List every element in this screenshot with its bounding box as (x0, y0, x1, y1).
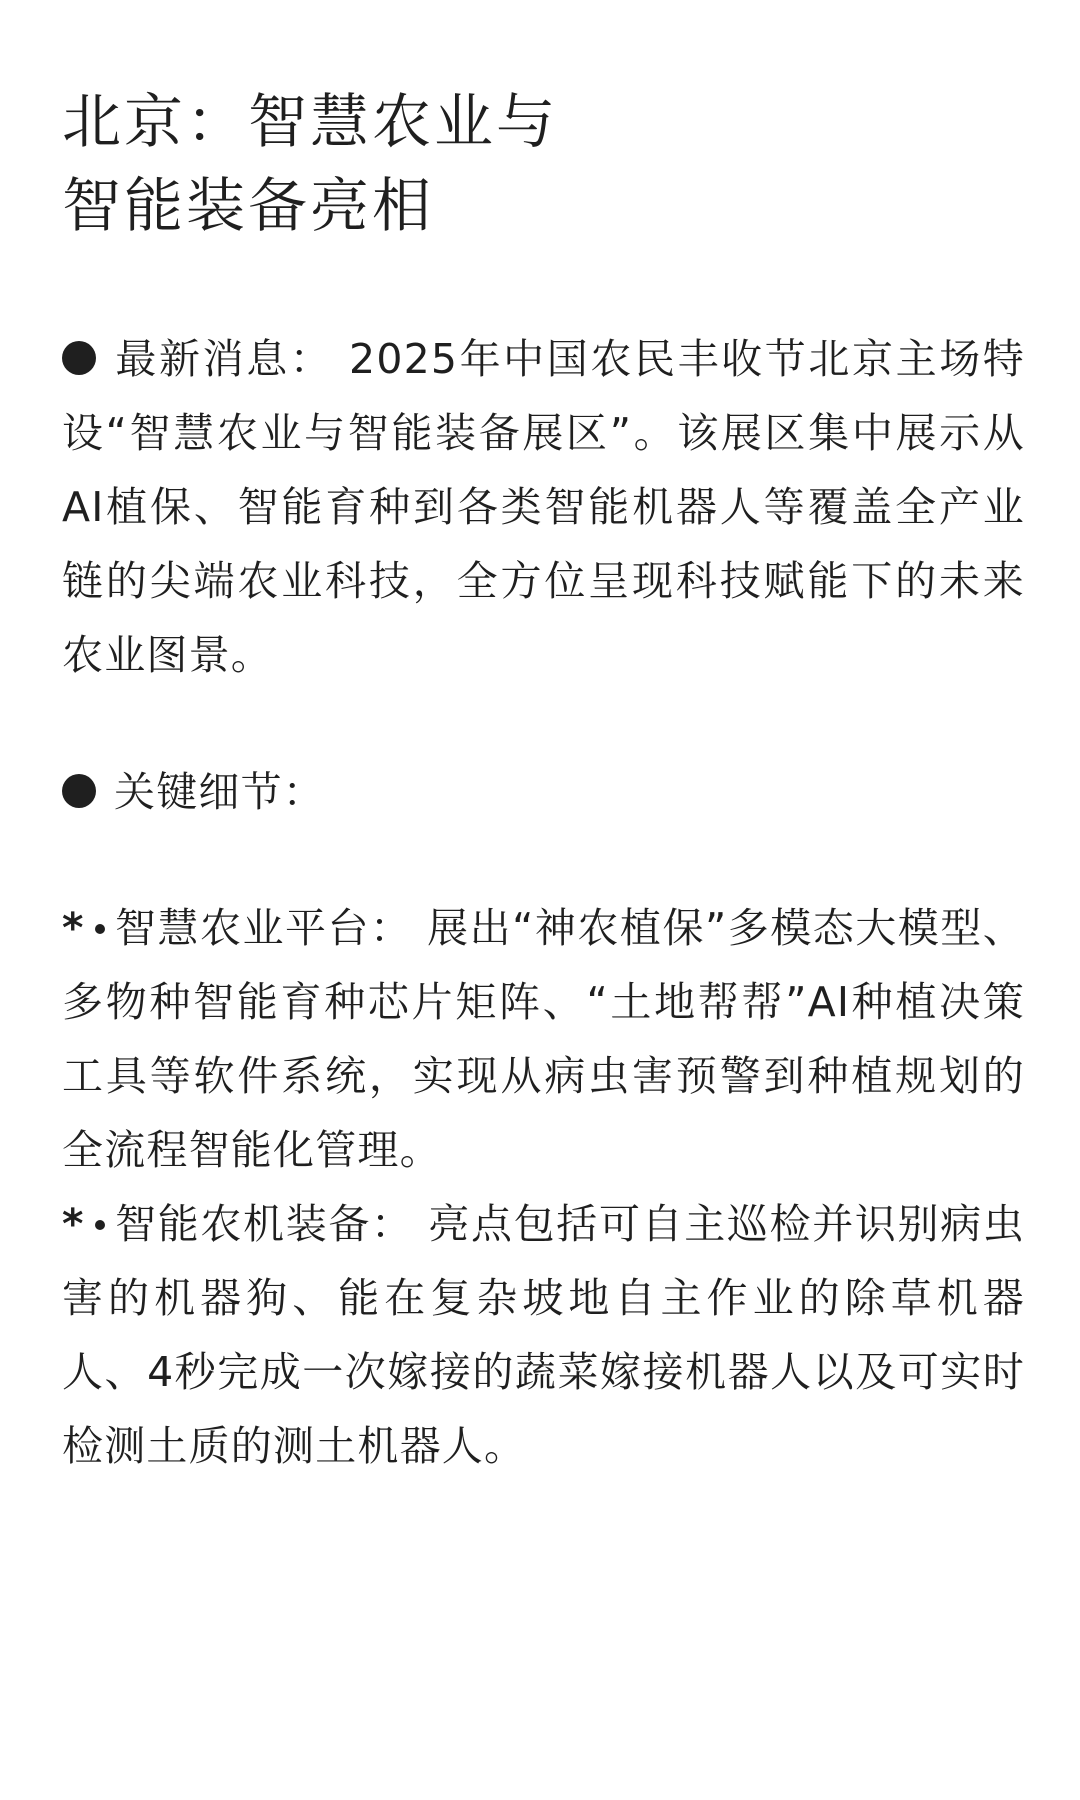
detail-item-label: 智慧农业平台： (114, 904, 413, 952)
title-line-2: 智能装备亮相 (62, 171, 435, 240)
title-line-1: 北京：智慧农业与 (62, 87, 559, 156)
article-title (62, 80, 1025, 248)
detail-item-text: 展出“神农植保”多模态大模型、多物种智能育种芯片矩阵、“土地帮帮”AI种植决策工具等软件系统，实现从病虫害预警到种植规划的全流程智能化管理。 (62, 904, 1025, 1174)
key-details-heading (62, 755, 1025, 829)
small-bullet-icon (95, 924, 105, 934)
latest-news-text: 2025年中国农民丰收节北京主场特设“智慧农业与智能装备展区”。该展区集中展示从AI植保、智能育种到各类智能机器人等覆盖全产业链的尖端农业科技，全方位呈现科技赋能下的未来农业图景。 (62, 335, 1025, 679)
key-details-label: 关键细节： (114, 768, 325, 816)
latest-news-paragraph (62, 322, 1025, 692)
latest-news-label: 最新消息： (114, 335, 334, 383)
bullet-dot-icon (62, 774, 96, 808)
asterisk-marker: * (62, 1200, 85, 1248)
detail-item (62, 1187, 1025, 1483)
detail-item-text: 亮点包括可自主巡检并识别病虫害的机器狗、能在复杂坡地自主作业的除草机器人、4秒完成一次嫁接的蔬菜嫁接机器人以及可实时检测土质的测土机器人。 (62, 1200, 1026, 1470)
detail-item (62, 891, 1025, 1187)
spacer (62, 692, 1025, 755)
bullet-dot-icon (62, 341, 96, 375)
small-bullet-icon (95, 1220, 105, 1230)
detail-item-label: 智能农机装备： (114, 1200, 414, 1248)
asterisk-marker: * (62, 904, 85, 952)
spacer (62, 829, 1025, 891)
